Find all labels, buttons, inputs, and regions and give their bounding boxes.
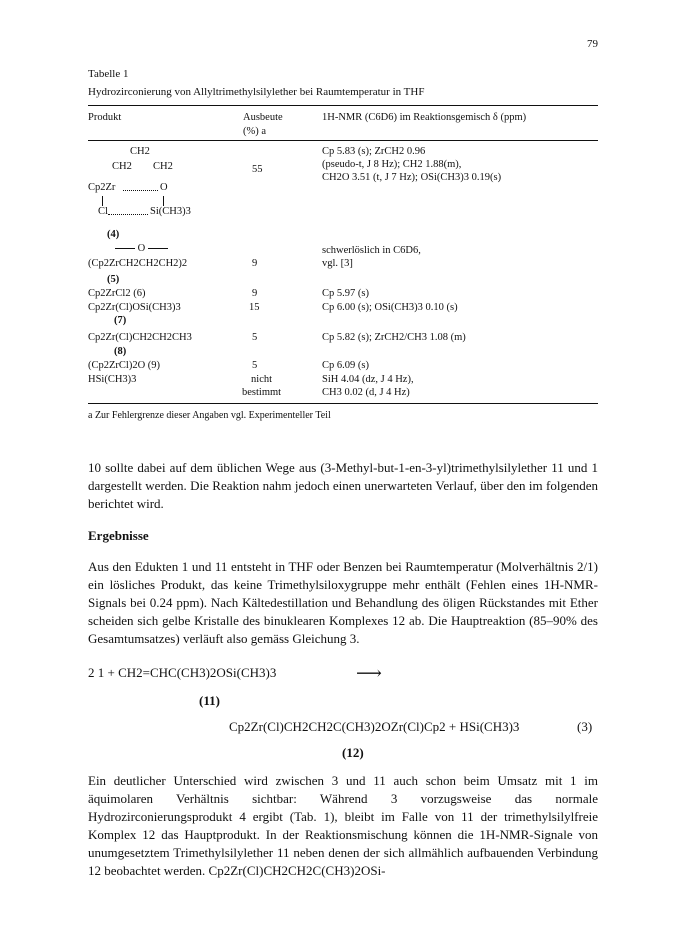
table-row-6-nmr: Cp 5.97 (s)	[322, 288, 369, 299]
paragraph-intro: 10 sollte dabei auf dem üblichen Wege aus (3-Methyl-but-1-en-3-yl)trimethylsilylether 11 und 1 dargestellt werden. Die Reaktion nahm jedoch einen unerwarteten Verlauf, über den im folgenden berichtet wird.	[88, 460, 598, 511]
header-yield-line1: Ausbeute	[243, 112, 283, 123]
structure-4	[88, 146, 218, 224]
paragraph-comparison: Ein deutlicher Unterschied wird zwischen 3 und 11 auch schon beim Umsatz mit 1 im äquimolaren Verhältnis sichtbar: Während 3 vorzugsweise das normale Hydrozirconierungsprodukt 4 ergibt (Tab. 1), bleibt im Falle von 11 der trimethylsilylfreie Komplex 12 das Hauptprodukt. In der Reaktionsmischung können die 1H-NMR-Signale von unumgesetztem Trimethylsilylether 11 neben denen der sich allmählich aufbauenden Verbindung 12 beobachtet werden. Cp2Zr(Cl)CH2CH2C(CH3)2OSi-	[88, 773, 598, 878]
table-top-rule	[88, 105, 598, 106]
header-nmr: 1H-NMR (C6D6) im Reaktionsgemisch δ (ppm)	[322, 112, 527, 123]
header-product: Produkt	[88, 112, 122, 123]
atom-ch2-left: CH2	[112, 161, 132, 172]
table-row-9-product: (Cp2ZrCl)2O (9)	[88, 360, 161, 371]
nmr-line: CH3 0.02 (d, J 4 Hz)	[322, 387, 410, 398]
compound-4-nmr	[322, 145, 501, 184]
table-row-hsi-product: HSi(CH3)3	[88, 374, 137, 385]
atom-cl: Cl	[98, 206, 108, 217]
equation-number: (3)	[577, 719, 593, 734]
table-row-hsi-yield	[242, 373, 281, 399]
compound-4-yield: 55	[252, 164, 263, 175]
compound-5-nmr-line: vgl. [3]	[322, 258, 353, 269]
header-yield-line2: (%) a	[243, 126, 267, 137]
table-row-8-nmr: Cp 5.82 (s); ZrCH2/CH3 1.08 (m)	[322, 332, 466, 343]
table-row-9-nmr: Cp 6.09 (s)	[322, 360, 369, 371]
table-title: Tabelle 1	[88, 68, 129, 80]
equation-label-11: (11)	[199, 693, 220, 708]
bond-o-si	[163, 196, 164, 206]
section-heading: Ergebnisse	[88, 528, 149, 543]
table-row-8-product: Cp2Zr(Cl)CH2CH2CH3	[88, 332, 192, 343]
table-row-hsi-nmr	[322, 373, 414, 399]
atom-si: Si(CH3)3	[150, 206, 191, 217]
table-bottom-rule	[88, 403, 598, 404]
yield-line: nicht	[251, 374, 273, 385]
table-row-8-number: (8)	[114, 346, 127, 357]
atom-ch2-top: CH2	[130, 146, 150, 157]
header-yield	[243, 111, 283, 139]
bridge-line-right	[148, 248, 168, 249]
compound-5-nmr	[322, 244, 421, 270]
compound-4-number: (4)	[107, 229, 120, 240]
equation-arrow: ⟶	[356, 663, 382, 683]
table-row-9-yield: 5	[252, 360, 258, 371]
table-row-6-yield: 9	[252, 288, 258, 299]
bridge-o: O	[137, 243, 146, 254]
yield-line: bestimmt	[242, 387, 282, 398]
compound-5-nmr-line: schwerlöslich in C6D6,	[322, 245, 421, 256]
bond-zr-cl	[102, 196, 103, 206]
bond-cl-si	[108, 214, 148, 216]
compound-5-formula: (Cp2ZrCH2CH2CH2)2	[88, 258, 188, 269]
equation-left: 2 1 + CH2=CHC(CH3)2OSi(CH3)3	[88, 665, 277, 680]
table-footnote: a Zur Fehlergrenze dieser Angaben vgl. Experimenteller Teil	[88, 410, 331, 421]
bond-zr-o	[123, 190, 158, 192]
atom-ch2-right: CH2	[153, 161, 173, 172]
compound-4-nmr-line: Cp 5.83 (s); ZrCH2 0.96	[322, 146, 426, 157]
compound-4-nmr-line: (pseudo-t, J 8 Hz); CH2 1.88(m),	[322, 159, 462, 170]
table-row-7-nmr: Cp 6.00 (s); OSi(CH3)3 0.10 (s)	[322, 302, 458, 313]
bridge-line-left	[115, 248, 135, 249]
equation-label-12: (12)	[342, 745, 364, 760]
compound-5-bridge	[115, 242, 168, 255]
table-row-7-yield: 15	[249, 302, 260, 313]
compound-5-yield: 9	[252, 258, 258, 269]
nmr-line: SiH 4.04 (dz, J 4 Hz),	[322, 374, 414, 385]
table-caption: Hydrozirconierung von Allyltrimethylsilylether bei Raumtemperatur in THF	[88, 86, 425, 98]
table-row-8-yield: 5	[252, 332, 258, 343]
page-number: 79	[587, 38, 598, 50]
compound-5-number: (5)	[107, 274, 120, 285]
equation-right: Cp2Zr(Cl)CH2CH2C(CH3)2OZr(Cl)Cp2 + HSi(CH3)3	[229, 719, 520, 734]
paragraph-results: Aus den Edukten 1 und 11 entsteht in THF oder Benzen bei Raumtemperatur (Molverhältnis 2/1) ein lösliches Produkt, das keine Trimethylsiloxygruppe mehr enthält (Fehlen eines 1H-NMR-Signals bei 0.24 ppm). Nach Kältedestillation und Behandlung des öligen Rückstandes mit Ether scheiden sich gelbe Kristalle des binuklearen Komplexes 12 ab. Die Hauptreaktion (85–90% des Gesamtumsatzes) verläuft also gemäss Gleichung 3.	[88, 559, 598, 646]
table-row-7-product: Cp2Zr(Cl)OSi(CH3)3	[88, 302, 181, 313]
table-row-7-number: (7)	[114, 315, 127, 326]
compound-4-nmr-line: CH2O 3.51 (t, J 7 Hz); OSi(CH3)3 0.19(s)	[322, 172, 502, 183]
table-row-6-product: Cp2ZrCl2 (6)	[88, 288, 146, 299]
atom-o: O	[160, 182, 168, 193]
table-header-rule	[88, 140, 598, 141]
atom-zr: Cp2Zr	[88, 182, 116, 193]
